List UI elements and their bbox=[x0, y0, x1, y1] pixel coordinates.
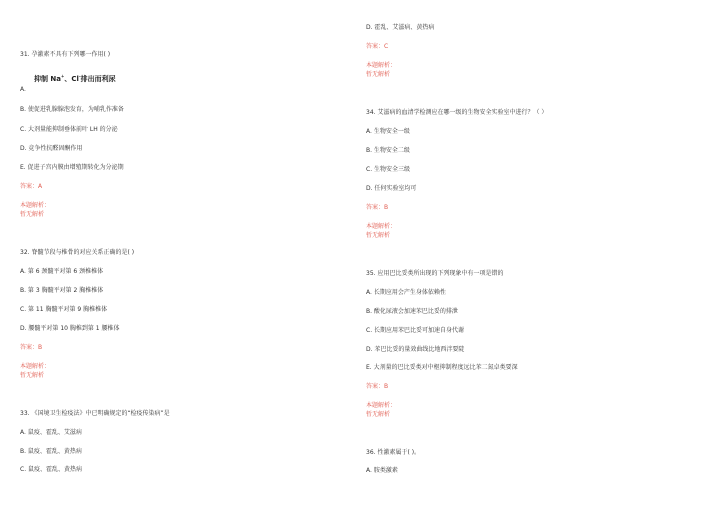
question-34-answer: 答案：B bbox=[366, 204, 389, 211]
question-33-option-a: A. 鼠疫、霍乱、艾滋病 bbox=[20, 429, 82, 436]
question-34-option-c: C. 生物安全三级 bbox=[366, 166, 411, 173]
question-31-option-c: C. 大剂量能抑制垂体前叶 LH 的分泌 bbox=[20, 126, 118, 133]
question-34-option-b: B. 生物安全二级 bbox=[366, 147, 410, 154]
question-35-option-d: D. 苯巴比妥的量效曲线比地西泮要陡 bbox=[366, 346, 465, 353]
question-31-analysis: 暂无解析 bbox=[20, 211, 45, 218]
question-34: 34. 艾滋病的血清学检测应在哪一级的生物安全实验室中进行？（ ） bbox=[366, 109, 548, 116]
question-34-analysis-title: 本题解析： bbox=[366, 223, 397, 230]
question-33-analysis-title: 本题解析： bbox=[366, 62, 397, 69]
question-31-option-b: B. 使促进乳腺腺泡发育，为哺乳作准备 bbox=[20, 106, 124, 113]
question-32: 32. 脊髓节段与椎骨的对应关系正确的是( ) bbox=[20, 249, 135, 256]
question-31: 31. 孕激素不具有下列哪一作用( ) bbox=[20, 51, 111, 58]
question-35-analysis-title: 本题解析： bbox=[366, 402, 397, 409]
question-33-analysis: 暂无解析 bbox=[366, 71, 391, 78]
question-34-option-d: D. 任何实验室均可 bbox=[366, 185, 417, 192]
question-32-option-d: D. 腰髓平对第 10 胸椎到第 1 腰椎体 bbox=[20, 325, 120, 332]
question-35-option-a: A. 长期应用会产生身体依赖性 bbox=[366, 289, 446, 296]
question-32-option-a: A. 第 6 颈髓平对第 6 颈椎椎体 bbox=[20, 268, 104, 275]
question-32-answer: 答案：B bbox=[20, 344, 43, 351]
question-31-option-a-letter: A. bbox=[20, 86, 26, 93]
question-35-option-b: B. 酸化尿液会加速苯巴比妥的排泄 bbox=[366, 308, 458, 315]
question-34-analysis: 暂无解析 bbox=[366, 232, 391, 239]
question-31-option-d: D. 竞争性抗醛固酮作用 bbox=[20, 145, 83, 152]
question-36-option-a: A. 胺类激素 bbox=[366, 467, 398, 474]
question-33-option-b: B. 鼠疫、霍乱、黄热病 bbox=[20, 448, 82, 455]
question-33-answer: 答案：C bbox=[366, 43, 389, 50]
question-32-analysis-title: 本题解析： bbox=[20, 363, 51, 370]
question-31-answer: 答案：A bbox=[20, 183, 43, 190]
question-32-option-c: C. 第 11 胸髓平对第 9 胸椎椎体 bbox=[20, 306, 108, 313]
question-31-option-a-text: 抑制 Na+、Cl-排出而利尿 bbox=[34, 73, 116, 83]
question-33-option-d: D. 霍乱、艾滋病、黄热病 bbox=[366, 24, 435, 31]
question-35: 35. 应用巴比妥类所出现的下列现象中有一项是错的 bbox=[366, 270, 504, 277]
question-35-analysis: 暂无解析 bbox=[366, 411, 391, 418]
question-33: 33. 《国境卫生检疫法》中已明确规定的“检疫传染病”是 bbox=[20, 410, 170, 417]
question-33-option-c: C. 鼠疫、霍乱、黄热病 bbox=[20, 466, 83, 473]
question-35-option-e: E. 大剂量的巴比妥类对中枢抑制程度远比苯二氮卓类要深 bbox=[366, 364, 518, 371]
question-32-analysis: 暂无解析 bbox=[20, 372, 45, 379]
question-32-option-b: B. 第 3 胸髓平对第 2 胸椎椎体 bbox=[20, 287, 104, 294]
question-31-option-e: E. 促进子宫内膜由增殖期转化为分泌期 bbox=[20, 164, 124, 171]
question-31-analysis-title: 本题解析： bbox=[20, 202, 51, 209]
question-35-answer: 答案：B bbox=[366, 383, 389, 390]
question-34-option-a: A. 生物安全一级 bbox=[366, 128, 410, 135]
question-35-option-c: C. 长期应用苯巴比妥可加速自身代谢 bbox=[366, 327, 465, 334]
question-36: 36. 性激素属于( )。 bbox=[366, 449, 421, 456]
